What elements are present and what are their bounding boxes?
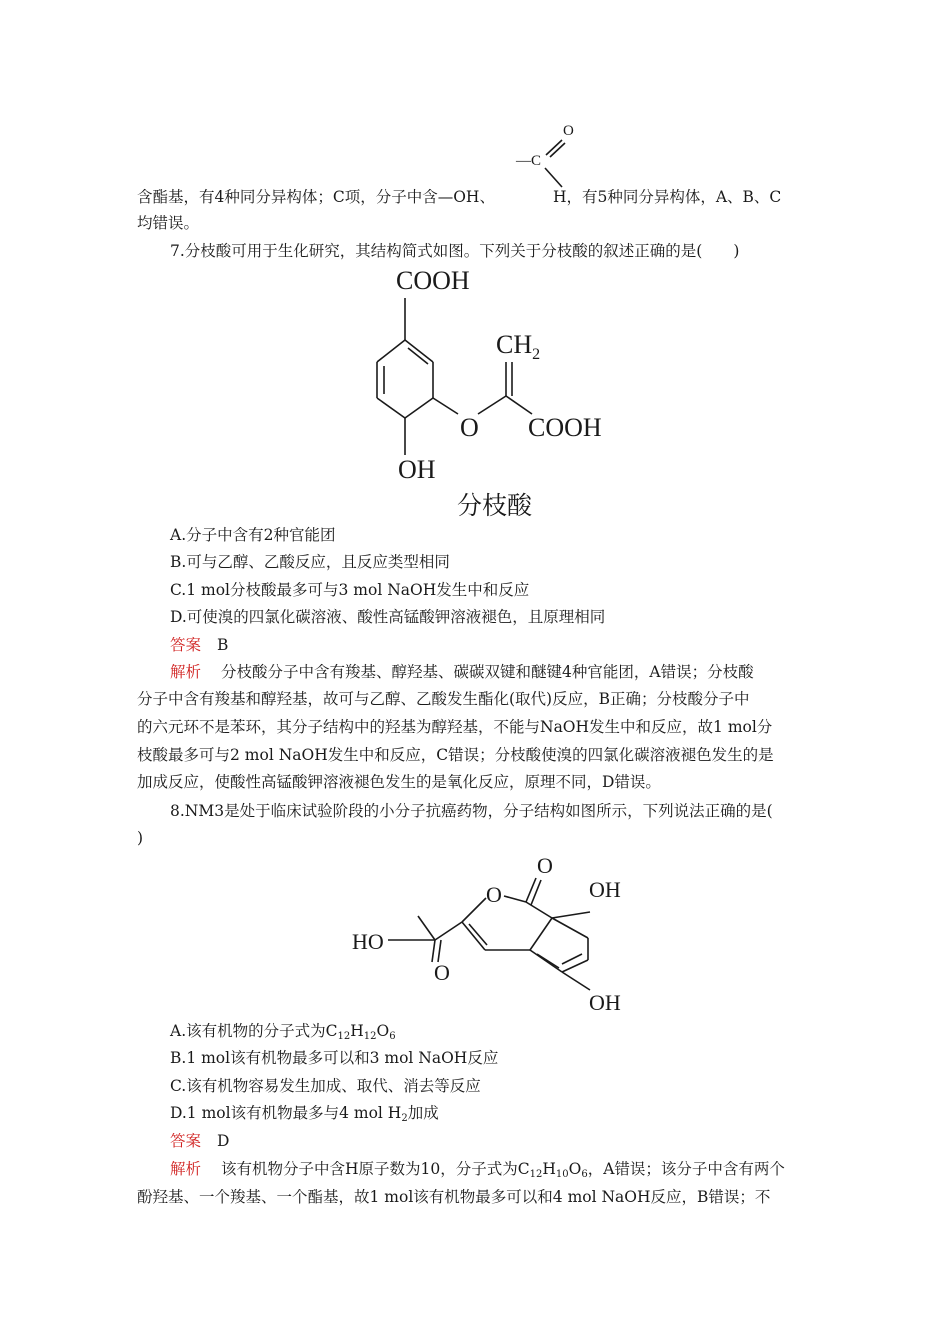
q8-carbonyl-o: O [537,853,553,878]
q7-analysis-line-4: 枝酸最多可与2 mol NaOH发生中和反应，C错误；分枝酸使溴的四氯化碳溶液褪色发生的是 [137,746,774,764]
q8-analysis-line-2: 酚羟基、一个羧基、一个酯基，故1 mol该有机物最多可以和4 mol NaOH反应，B错误；不 [137,1188,771,1206]
q7-answer-label: 答案 [170,636,202,654]
q7-caption: 分枝酸 [457,491,533,520]
q7-analysis-line-3: 的六元环不是苯环，其分子结构中的羟基为醇羟基，不能与NaOH发生中和反应，故1 mol分 [137,718,773,736]
q8-answer [170,1130,229,1152]
q8-answer-value: D [217,1132,230,1150]
q8-oh-top: OH [589,877,621,902]
q8-acid-o: O [434,960,450,985]
q7-cooh-right: COOH [528,413,602,442]
q7-oh-label: OH [398,455,436,484]
q7-ether-o: O [460,413,479,442]
q8-ho-left: HO [352,929,384,954]
prev-answer-text-start: 含酯基，有4种同分异构体；C项，分子中含—OH、 [137,188,495,206]
aldehyde-o-label: O [563,123,574,139]
q8-ring-o: O [486,882,502,907]
q7-ch2-label: $CH_2$ [496,330,541,363]
q8-analysis-label: 解析 [170,1160,202,1178]
q8-oh-bottom: OH [589,990,621,1015]
q7-option-b: B.可与乙醇、乙酸反应，且反应类型相同 [170,553,450,571]
q7-analysis-line-5: 加成反应，使酸性高锰酸钾溶液褪色发生的是氧化反应，原理不同，D错误。 [137,773,661,791]
q8-option-c: C.该有机物容易发生加成、取代、消去等反应 [170,1077,481,1095]
prev-answer-line-1 [137,186,781,208]
q8-answer-label: 答案 [170,1132,202,1150]
q7-analysis-label: 解析 [170,663,202,681]
q7-bond-lines [360,290,620,490]
aldehyde-c-label: —C [516,153,542,169]
q7-answer [170,634,228,656]
prev-answer-line-2: 均错误。 [137,214,200,232]
q8-option-b: B.1 mol该有机物最多可以和3 mol NaOH反应 [170,1049,499,1067]
q7-analysis-line-2: 分子中含有羧基和醇羟基，故可与乙醇、乙酸发生酯化(取代)反应，B正确；分枝酸分子中 [137,690,750,708]
q7-option-d: D.可使溴的四氯化碳溶液、酸性高锰酸钾溶液褪色，且原理相同 [170,608,606,626]
q7-option-a: A.分子中含有2种官能团 [170,526,336,544]
q7-option-c: C.1 mol分枝酸最多可与3 mol NaOH发生中和反应 [170,581,530,599]
q8-stem-line-1: 8.NM3是处于临床试验阶段的小分子抗癌药物，分子结构如图所示，下列说法正确的是( [170,802,773,820]
q8-bond-lines [340,850,640,1020]
q8-option-d: D.1 mol该有机物最多与4 mol $H_2$加成 [170,1104,439,1124]
q8-option-a: A.该有机物的分子式为$C_{12}H_{12}O_6$ [170,1022,396,1042]
prev-answer-text-end: H，有5种同分异构体，A、B、C [552,188,782,206]
q8-analysis-line-1: 解析 该有机物分子中含H原子数为10，分子式为$C_{12}H_{10}O_6$，A错误；该分子中含有两个 [170,1160,785,1180]
q8-stem-line-2: ) [137,829,144,847]
q7-stem: 7.分枝酸可用于生化研究，其结构简式如图。下列关于分枝酸的叙述正确的是( ) [170,242,740,260]
q7-cooh-top: COOH [396,266,470,295]
q7-analysis-line-1: 解析 分枝酸分子中含有羧基、醇羟基、碳碳双键和醚键4种官能团，A错误；分枝酸 [170,663,754,681]
q7-answer-value: B [217,636,229,654]
